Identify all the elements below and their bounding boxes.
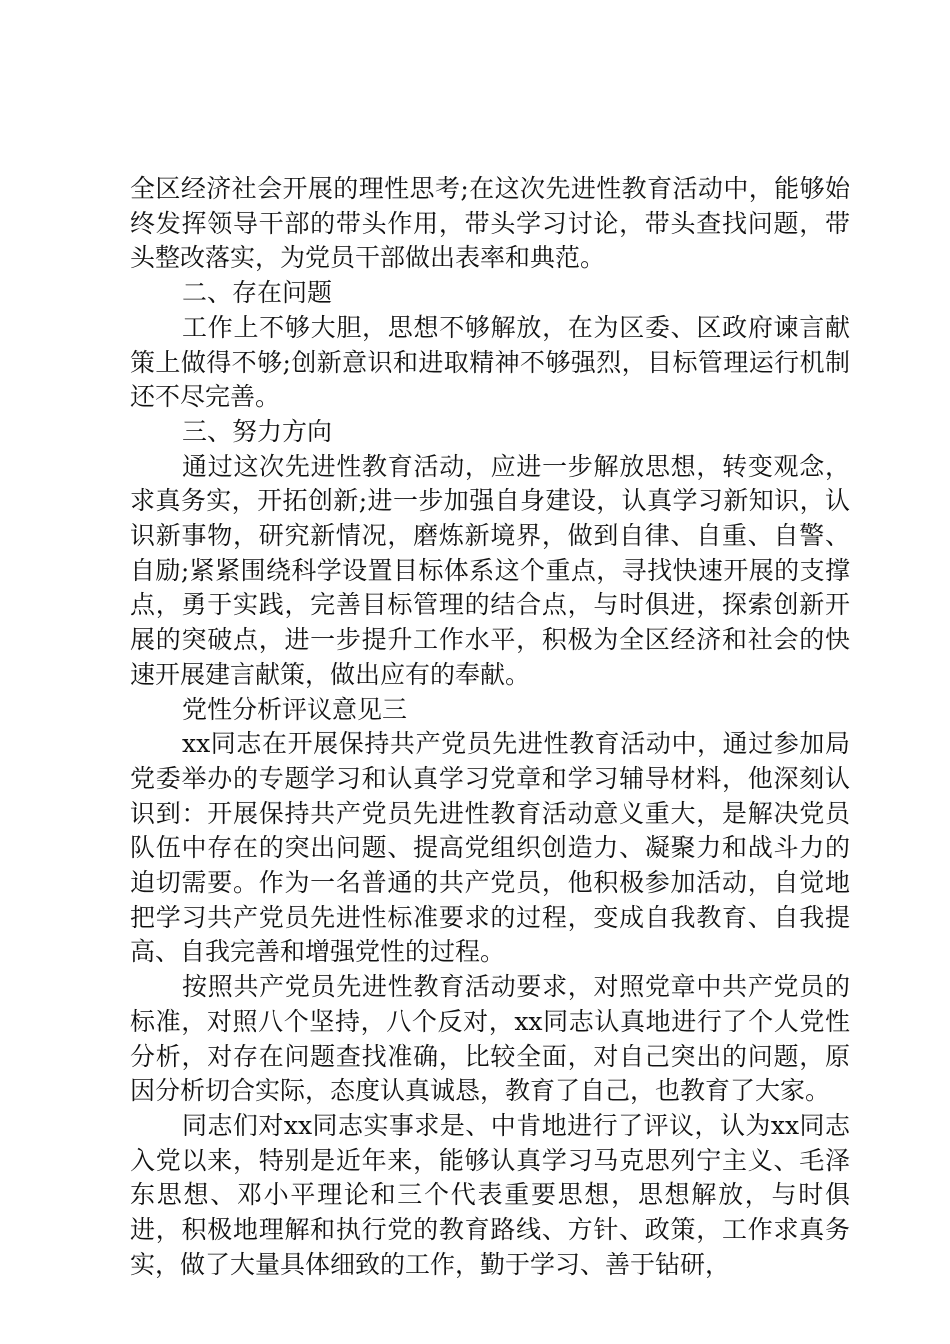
paragraph-opinion-analysis: 按照共产党员先进性教育活动要求，对照党章中共产党员的标准，对照八个坚持，八个反对，xx同志认真地进行了个人党性分析，对存在问题查找准确，比较全面，对自己突出的问题，原因分析切合实际，态度认真诚恳，教育了自己，也教育了大家。 (130, 972, 850, 1106)
paragraph-continuation: 全区经济社会开展的理性思考;在这次先进性教育活动中，能够始终发挥领导干部的带头作用，带头学习讨论，带头查找问题，带头整改落实，为党员干部做出表率和典范。 (130, 174, 850, 273)
paragraph-opinion-evaluation: 同志们对xx同志实事求是、中肯地进行了评议，认为xx同志入党以来，特别是近年来，能够认真学习马克思列宁主义、毛泽东思想、邓小平理论和三个代表重要思想，思想解放，与时俱进，积极地理解和执行党的教育路线、方针、政策，工作求真务实，做了大量具体细致的工作，勤于学习、善于钻研， (130, 1110, 850, 1279)
section-heading-opinion-three: 党性分析评议意见三 (182, 694, 408, 724)
section-heading-problems: 二、存在问题 (182, 278, 333, 308)
paragraph-problems: 工作上不够大胆，思想不够解放，在为区委、区政府谏言献策上做得不够;创新意识和进取精神不够强烈，目标管理运行机制还不尽完善。 (130, 312, 850, 412)
paragraph-opinion-intro: xx同志在开展保持共产党员先进性教育活动中，通过参加局党委举办的专题学习和认真学习党章和学习辅导材料，他深刻认识到：开展保持共产党员先进性教育活动意义重大，是解决党员队伍中存在的突出问题、提高党组织创造力、凝聚力和战斗力的迫切需要。作为一名普通的共产党员，他积极参加活动，自觉地把学习共产党员先进性标准要求的过程，变成自我教育、自我提高、自我完善和增强党性的过程。 (130, 729, 850, 967)
section-heading-direction: 三、努力方向 (182, 416, 333, 446)
document-body (130, 172, 850, 1283)
paragraph-direction: 通过这次先进性教育活动，应进一步解放思想，转变观念，求真务实，开拓创新;进一步加强自身建设，认真学习新知识，认识新事物，研究新情况，磨炼新境界，做到自律、自重、自警、自励;紧紧围绕科学设置目标体系这个重点，寻找快速开展的支撑点，勇于实践，完善目标管理的结合点，与时俱进，探索创新开展的突破点，进一步提升工作水平，积极为全区经济和社会的快速开展建言献策，做出应有的奉献。 (130, 451, 850, 689)
